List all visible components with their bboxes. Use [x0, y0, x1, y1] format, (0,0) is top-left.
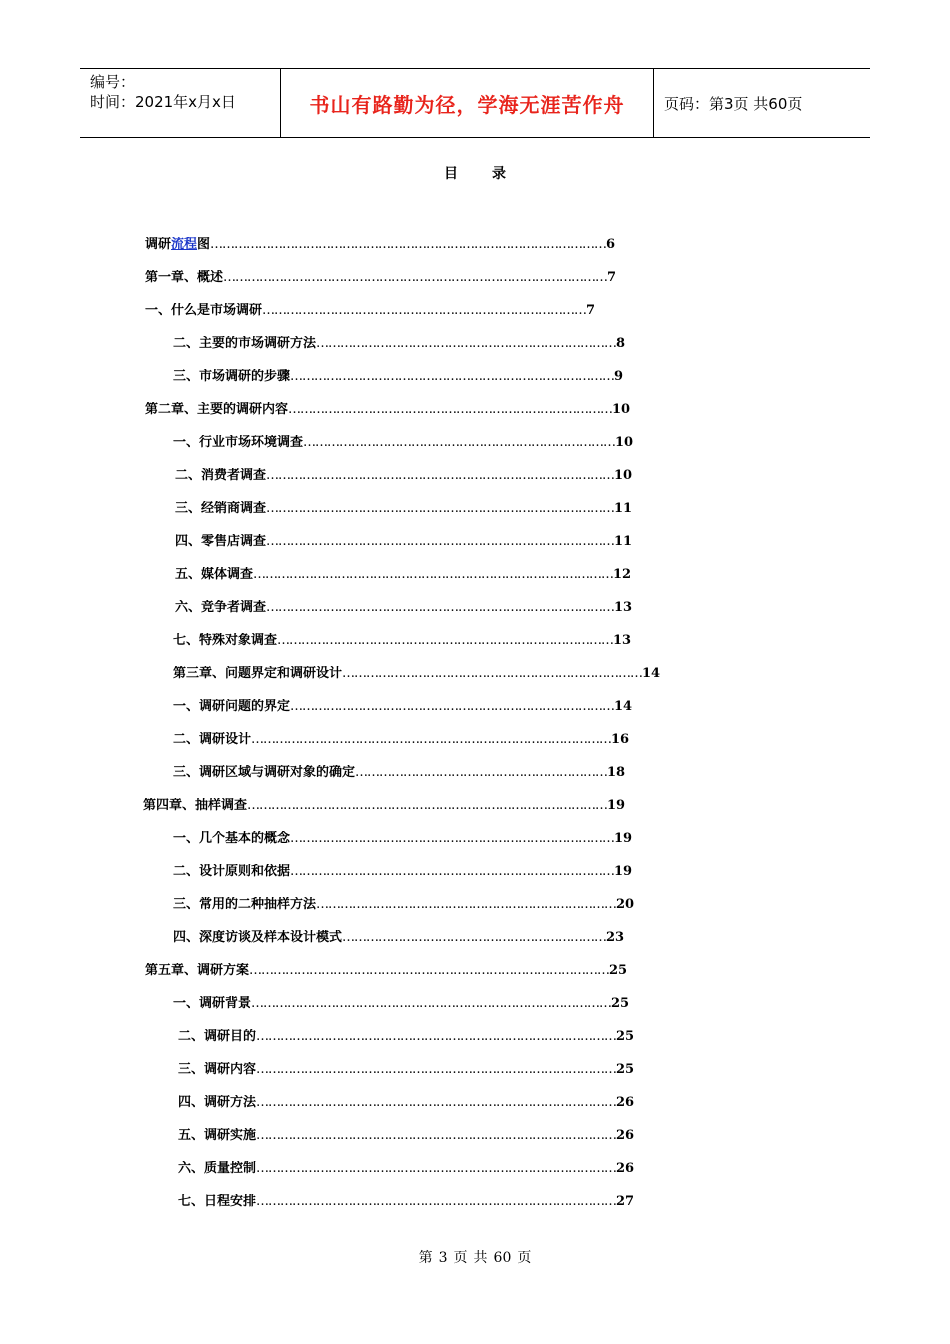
toc-entry[interactable]: 四、零售店调查……………………………………………………………………………11 [175, 534, 633, 549]
toc-entry-title: 三、调研区域与调研对象的确定 [173, 765, 356, 780]
toc-entry-title: 六、竞争者调查 [175, 600, 267, 615]
toc-entry-title: 二、调研目的 [178, 1029, 257, 1044]
toc-entry-title: 四、零售店调查 [175, 534, 267, 549]
header-motto: 书山有路勤为径，学海无涯苦作舟 [281, 69, 654, 137]
toc-page-number: 26 [616, 1128, 635, 1143]
toc-entry-title: 二、消费者调查 [175, 468, 267, 483]
toc-page-number: 26 [616, 1095, 635, 1110]
header-meta [80, 69, 281, 137]
toc-entry-title: 四、调研方法 [178, 1095, 257, 1110]
toc-entry-title: 三、调研内容 [178, 1062, 257, 1077]
toc-entry-title: 六、质量控制 [178, 1161, 257, 1176]
toc-page-number: 14 [642, 666, 661, 681]
toc-page-number: 23 [606, 930, 625, 945]
page-footer: 第 3 页 共 60 页 [418, 1250, 532, 1266]
toc-entry-title: 第二章、主要的调研内容 [145, 402, 289, 417]
toc-entry-title: 二、设计原则和依据 [173, 864, 291, 879]
toc-entry[interactable]: 三、调研内容………………………………………………………………………………25 [178, 1062, 635, 1077]
toc-entry-title: 三、市场调研的步骤 [173, 369, 291, 384]
toc-page-number: 13 [614, 600, 633, 615]
toc-title-char-2: 录 [492, 166, 506, 182]
toc-entry[interactable]: 七、特殊对象调查…………………………………………………………………………13 [173, 633, 632, 648]
toc-page-number: 10 [612, 402, 631, 417]
time-label: 时间：2021年x月x日 [90, 93, 236, 111]
toc-title [0, 163, 950, 183]
number-label: 编号： [90, 73, 136, 91]
toc-entry[interactable]: 三、市场调研的步骤………………………………………………………………………9 [173, 369, 624, 384]
toc-entry[interactable]: 三、调研区域与调研对象的确定………………………………………………………18 [173, 765, 626, 780]
toc-entry[interactable]: 一、调研问题的界定………………………………………………………………………14 [173, 699, 633, 714]
toc-title-char-1: 目 [444, 166, 458, 182]
toc-page-number: 26 [616, 1161, 635, 1176]
toc-page-number: 19 [614, 864, 633, 879]
toc-page-number: 25 [616, 1062, 635, 1077]
toc-entry[interactable]: 第四章、抽样调查………………………………………………………………………………19 [143, 798, 626, 813]
toc-page-number: 25 [616, 1029, 635, 1044]
toc-entry-title: 第一章、概述 [145, 270, 224, 285]
toc-entry[interactable]: 一、调研背景………………………………………………………………………………25 [173, 996, 630, 1011]
toc-entry-title: 七、特殊对象调查 [173, 633, 278, 648]
toc-entry-title: 一、什么是市场调研 [145, 303, 263, 318]
toc-page-number: 20 [616, 897, 635, 912]
toc-entry-title: 一、行业市场环境调查 [173, 435, 304, 450]
toc-page-number: 10 [615, 435, 634, 450]
toc-entry[interactable]: 三、常用的二种抽样方法…………………………………………………………………20 [173, 897, 635, 912]
toc-page-number: 7 [586, 303, 596, 318]
toc-entry-title: 五、调研实施 [178, 1128, 257, 1143]
toc-entry[interactable]: 第一章、概述……………………………………………………………………………………7 [145, 270, 617, 285]
toc-page-number: 12 [613, 567, 632, 582]
toc-entry[interactable]: 五、媒体调查………………………………………………………………………………12 [175, 567, 632, 582]
toc-entry[interactable]: 一、行业市场环境调查……………………………………………………………………10 [173, 435, 634, 450]
toc-page-number: 11 [614, 501, 633, 516]
toc-entry[interactable]: 第三章、问题界定和调研设计…………………………………………………………………14 [173, 666, 661, 681]
toc-page-number: 7 [607, 270, 617, 285]
toc-entry[interactable]: 三、经销商调查……………………………………………………………………………11 [175, 501, 633, 516]
toc-entry[interactable]: 七、日程安排………………………………………………………………………………27 [178, 1194, 635, 1209]
page-header [80, 68, 870, 138]
toc-entry[interactable]: 一、什么是市场调研………………………………………………………………………7 [145, 303, 596, 318]
toc-page-number: 19 [614, 831, 633, 846]
toc-entry: 调研流程图………………………………………………………………………………………6 [145, 237, 616, 252]
toc-page-number: 27 [616, 1194, 635, 1209]
toc-entry[interactable]: 一、几个基本的概念………………………………………………………………………19 [173, 831, 633, 846]
toc-page-number: 25 [611, 996, 630, 1011]
toc-entry-title: 三、经销商调查 [175, 501, 267, 516]
toc-entry[interactable]: 二、主要的市场调研方法…………………………………………………………………8 [173, 336, 626, 351]
toc-entry[interactable]: 六、质量控制………………………………………………………………………………26 [178, 1161, 635, 1176]
toc-entry[interactable]: 五、调研实施………………………………………………………………………………26 [178, 1128, 635, 1143]
toc-entry-title: 二、调研设计 [173, 732, 252, 747]
toc-page-number: 16 [611, 732, 630, 747]
toc-entry[interactable]: 四、深度访谈及样本设计模式…………………………………………………………23 [173, 930, 625, 945]
toc-entry-title: 一、几个基本的概念 [173, 831, 291, 846]
toc-page-number: 18 [607, 765, 626, 780]
toc-entry-title: 第五章、调研方案 [145, 963, 250, 978]
toc-entry[interactable]: 二、消费者调查……………………………………………………………………………10 [175, 468, 633, 483]
toc-entry[interactable]: 二、调研设计………………………………………………………………………………16 [173, 732, 630, 747]
toc-entry[interactable]: 六、竞争者调查……………………………………………………………………………13 [175, 600, 633, 615]
toc-page-number: 14 [614, 699, 633, 714]
toc-entry-title: 二、主要的市场调研方法 [173, 336, 317, 351]
toc-page-number: 13 [613, 633, 632, 648]
header-page-code: 页码：第3页 共60页 [664, 94, 803, 113]
toc-entry[interactable]: 四、调研方法………………………………………………………………………………26 [178, 1095, 635, 1110]
toc-entry-title: 七、日程安排 [178, 1194, 257, 1209]
toc-page-number: 9 [614, 369, 624, 384]
toc-entry[interactable]: 第五章、调研方案………………………………………………………………………………25 [145, 963, 628, 978]
toc-entry-title: 五、媒体调查 [175, 567, 254, 582]
toc-page-number: 6 [606, 237, 616, 252]
toc-entry-title: 第四章、抽样调查 [143, 798, 248, 813]
toc-page-number: 8 [616, 336, 626, 351]
toc-entry-title: 第三章、问题界定和调研设计 [173, 666, 343, 681]
toc-page-number: 19 [607, 798, 626, 813]
toc-link-flow[interactable]: 流程 [171, 237, 198, 252]
toc-page-number: 11 [614, 534, 633, 549]
toc-entry[interactable]: 二、调研目的………………………………………………………………………………25 [178, 1029, 635, 1044]
toc-page-number: 25 [609, 963, 628, 978]
toc-entry[interactable]: 二、设计原则和依据………………………………………………………………………19 [173, 864, 633, 879]
toc-entry-title: 一、调研背景 [173, 996, 252, 1011]
toc-page-number: 10 [614, 468, 633, 483]
toc-entry-title: 一、调研问题的界定 [173, 699, 291, 714]
toc-entry-title: 四、深度访谈及样本设计模式 [173, 930, 343, 945]
toc-entry-title: 三、常用的二种抽样方法 [173, 897, 317, 912]
toc-entry[interactable]: 第二章、主要的调研内容………………………………………………………………………10 [145, 402, 631, 417]
